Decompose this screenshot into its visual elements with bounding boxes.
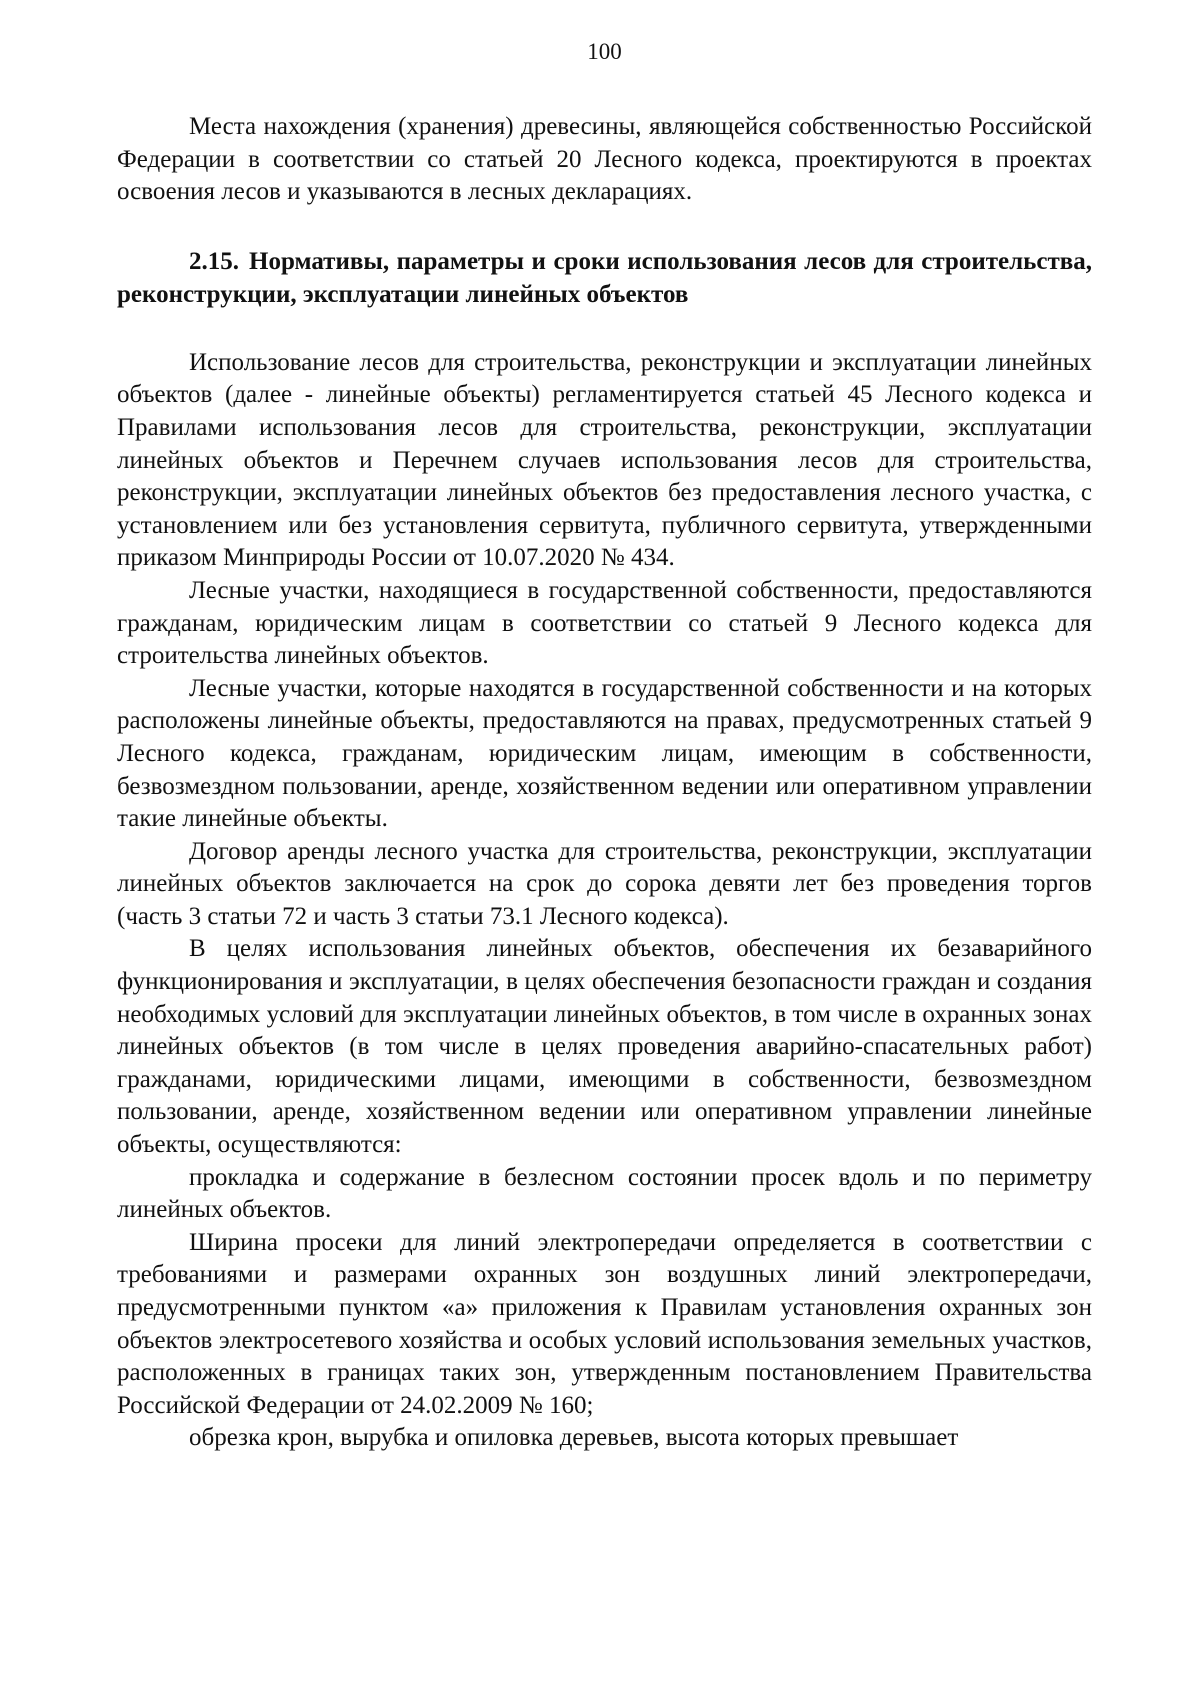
paragraph-7: Ширина просеки для линий электропередачи определяется в соответствии с требованиями и размерами охранных зон воздушных линий электропередачи, предусмотренными пунктом «а» приложения к Правилам установления охранных зон объектов электросетевого хозяйства и особых условий использования земельных участков, расположенных в границах таких зон, утвержденным постановлением Правительства Российской Федерации от 24.02.2009 № 160; xyxy=(117,1228,1092,1419)
paragraph-2: Лесные участки, находящиеся в государственной собственности, предоставляются гражданам, юридическим лицам в соответствии со статьей 9 Лесного кодекса для строительства линейных объектов. xyxy=(117,576,1092,670)
section-number: 2.15. xyxy=(189,247,239,275)
paragraph-8: обрезка крон, вырубка и опиловка деревьев, высота которых превышает xyxy=(189,1424,959,1452)
paragraph-1: Использование лесов для строительства, реконструкции и эксплуатации линейных объектов (далее - линейные объекты) регламентируется статьей 45 Лесного кодекса и Правилами использования лесов для строительства, реконструкции, эксплуатации линейных объектов и Перечнем случаев использования лесов для строительства, реконструкции, эксплуатации линейных объектов без предоставления лесного участка, с установлением или без установления сервитута, публичного сервитута, утвержденными приказом Минприроды России от 10.07.2020 № 434. xyxy=(117,348,1092,572)
intro-paragraph: Места нахождения (хранения) древесины, являющейся собственностью Российской Федерации в соответствии со статьей 20 Лесного кодекса, проектируются в проектах освоения лесов и указываются в лесных декларациях. xyxy=(117,113,1092,206)
document-page xyxy=(117,38,1092,1678)
section-title: Нормативы, параметры и сроки использования лесов для строительства, реконструкции, эксплуатации линейных объектов xyxy=(117,247,1092,308)
paragraph-5: В целях использования линейных объектов, обеспечения их безаварийного функционирования и эксплуатации, в целях обеспечения безопасности граждан и создания необходимых условий для эксплуатации линейных объектов, в том числе в охранных зонах линейных объектов (в том числе в целях проведения аварийно-спасательных работ) гражданами, юридическими лицами, имеющими в собственности, безвозмездном пользовании, аренде, хозяйственном ведении или оперативном управлении линейные объекты, осуществляются: xyxy=(117,935,1092,1159)
page-number: 100 xyxy=(587,39,622,64)
paragraph-6: прокладка и содержание в безлесном состоянии просек вдоль и по периметру линейных объектов. xyxy=(117,1163,1092,1224)
paragraph-4: Договор аренды лесного участка для строительства, реконструкции, эксплуатации линейных объектов заключается на срок до сорока девяти лет без проведения торгов (часть 3 статьи 72 и часть 3 статьи 73.1 Лесного кодекса). xyxy=(117,837,1092,930)
paragraph-3: Лесные участки, которые находятся в государственной собственности и на которых расположены линейные объекты, предоставляются на правах, предусмотренных статьей 9 Лесного кодекса, гражданам, юридическим лицам, имеющим в собственности, безвозмездном пользовании, аренде, хозяйственном ведении или оперативном управлении такие линейные объекты. xyxy=(117,674,1092,833)
section-heading xyxy=(117,245,1092,311)
